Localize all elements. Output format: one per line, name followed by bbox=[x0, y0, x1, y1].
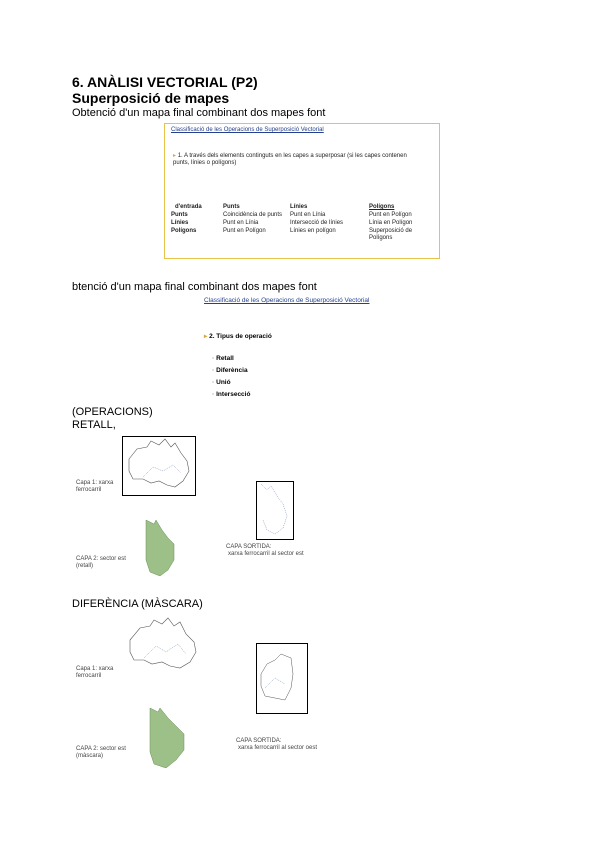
slide-operation-types bbox=[198, 295, 400, 400]
list-item: ◦ Unió bbox=[212, 377, 250, 389]
map-railway-network-2 bbox=[124, 616, 202, 676]
australia-outline-icon bbox=[124, 616, 202, 676]
east-sector-shape-icon bbox=[146, 708, 186, 768]
operations-heading: (OPERACIONS) bbox=[72, 406, 153, 418]
slide2-bullet: ▸ 2. Tipus de operació bbox=[204, 333, 272, 340]
diferencia-output-title: CAPA SORTIDA: bbox=[236, 738, 282, 744]
slide1-bullet: ▸ 1. A través dels elements continguts en les capes a superposar (si les capes contenen punts, línies o polígons) bbox=[173, 153, 407, 166]
australia-outline-icon bbox=[123, 437, 195, 495]
slide2-title: Classificació de les Operacions de Superposició Vectorial bbox=[204, 297, 370, 304]
table-row: Punts Coincidència de punts Punt en Línia Punt en Polígon bbox=[171, 212, 412, 218]
diferencia-capa2-label: CAPA 2: sector est (màscara) bbox=[76, 746, 126, 759]
diferencia-output-text: xarxa ferrocarril al sector oest bbox=[238, 745, 318, 751]
bullet-arrow-icon: ▸ bbox=[204, 333, 210, 340]
list-item: ◦ Diferència bbox=[212, 365, 250, 377]
map-east-sector-mask bbox=[146, 708, 186, 768]
retall-capa2-label: CAPA 2: sector est (retall) bbox=[76, 556, 126, 569]
slide-classification-elements bbox=[164, 123, 440, 259]
slide1-title: Classificació de les Operacions de Superposició Vectorial bbox=[171, 127, 324, 133]
east-sector-shape-icon bbox=[144, 520, 176, 576]
map-railway-network bbox=[122, 436, 196, 496]
retall-heading: RETALL, bbox=[72, 419, 116, 431]
page-subheading: Superposició de mapes bbox=[72, 90, 230, 106]
intro-text-2: btenció d'un mapa final combinant dos mapes font bbox=[72, 281, 317, 293]
diferencia-capa1-label: Capa 1: xarxa ferrocarril bbox=[76, 666, 114, 679]
intro-text: Obtenció d'un mapa final combinant dos mapes font bbox=[72, 107, 326, 119]
bullet-arrow-icon: ▸ bbox=[173, 153, 178, 159]
table-row: Polígons Punt en Polígon Línies en polígon Superposició de Polígons bbox=[171, 228, 413, 241]
retall-capa1-label: Capa 1: xarxa ferrocarril bbox=[76, 480, 114, 493]
retall-output-title: CAPA SORTIDA: bbox=[226, 544, 272, 550]
output-shape-icon bbox=[257, 482, 293, 539]
list-item: ◦ Retall bbox=[212, 353, 250, 365]
list-item: ◦ Intersecció bbox=[212, 389, 250, 401]
table-row: Línies Punt en Línia Intersecció de línies Línia en Polígon bbox=[171, 220, 413, 226]
operations-list bbox=[212, 353, 250, 401]
output-shape-icon bbox=[257, 644, 307, 713]
map-east-sector bbox=[144, 520, 176, 576]
map-output-diferencia bbox=[256, 643, 308, 714]
map-output-retall bbox=[256, 481, 294, 540]
table-header-row: d'entrada Punts Línies Polígons bbox=[175, 204, 395, 210]
overlay-table bbox=[171, 204, 437, 241]
page-heading: 6. ANÀLISI VECTORIAL (P2) bbox=[72, 74, 258, 90]
diferencia-heading: DIFERÈNCIA (MÀSCARA) bbox=[72, 598, 203, 610]
retall-output-text: xarxa ferrocarril al sector est bbox=[228, 551, 304, 557]
